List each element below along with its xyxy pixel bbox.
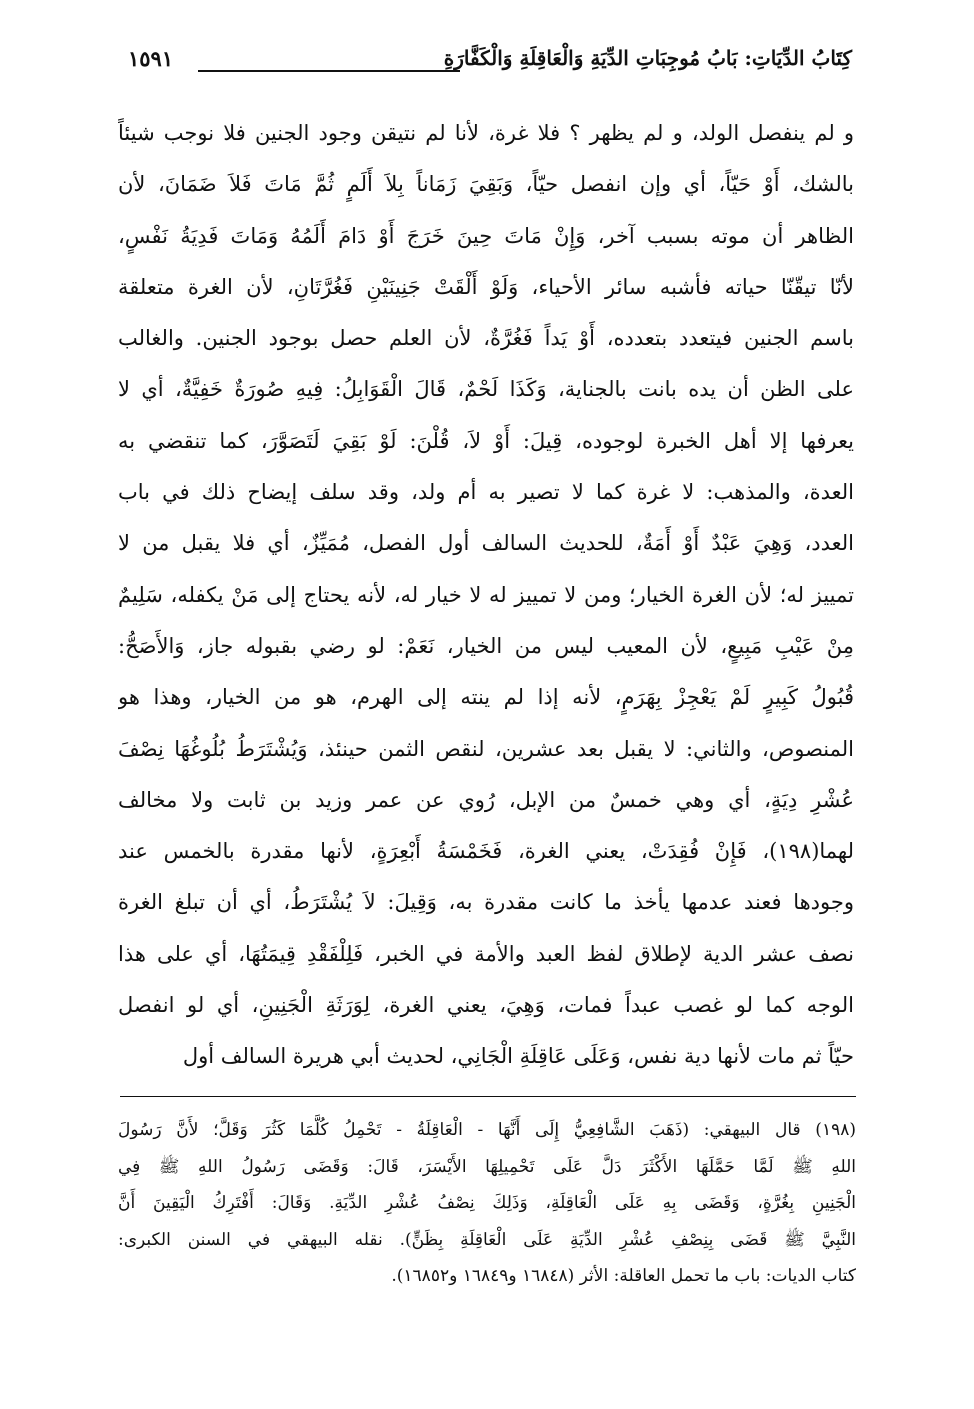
text-line: لهما(١٩٨)، فَإِنْ فُقِدَتْ، يعني الغرة، فَخَمْسَةُ أَبْعِرَةٍ، لأنها مقدرة بالخمس عند	[118, 839, 854, 864]
text-line: بالشك، أَوْ حَيّاً، أي وإن انفصل حيّاً، وَبَقِيَ زَمَاناً بِلاَ أَلَمٍ ثُمَّ مَاتَ فَلاَ ضَمَانَ، لأن	[118, 172, 854, 197]
footnote-line: اللهِ ﷺ لَمَّا حَمَّلَهَا الأَكْثَرَ دَلَّ عَلَى تَحْمِيلِهَا الأَيْسَرَ، قَالَ: وَقَضَى رَسُولُ اللهِ ﷺ فِي	[118, 1156, 856, 1177]
page-number: ١٥٩١	[128, 46, 174, 71]
text-line: يعرفها إلا أهل الخبرة لوجوده، قِيلَ: أَوْ لاَ، قُلْنَ: لَوْ بَقِيَ لَتَصَوَّرَ، كما تنقضي به	[118, 428, 854, 453]
chapter-title: كِتَابُ الدِّيَاتِ: بَابُ مُوجِبَاتِ الدِّيَةِ وَالْعَاقِلَةِ وَالْكَفَّارَةِ	[443, 46, 852, 70]
main-text	[118, 108, 854, 1083]
text-line: العدد، وَهِيَ عَبْدٌ أَوْ أَمَةٌ، للحديث السالف أول الفصل، مُمَيِّزٌ، أي فلا يقبل من لا	[118, 531, 854, 556]
text-line: قُبُولُ كَبِيرٍ لَمْ يَعْجِزْ بِهَرَمٍ، لأنه إذا لم ينته إلى الهرم، هو من الخيار، وهذا هو	[118, 685, 854, 710]
footnote-line: كتاب الديات: باب ما تحمل العاقلة: الأثر (١٦٨٤٨ و١٦٨٤٩ و١٦٨٥٢).	[391, 1266, 856, 1286]
text-line: تمييز له؛ لأن الغرة الخيار؛ ومن لا تمييز له لا خيار له، لأنه يحتاج إلى مَنْ يكفله، سَلِيمٌ	[118, 582, 854, 607]
text-line: باسم الجنين فيتعدد بتعدده، أَوْ يَداً فَغُرَّةٌ، لأن العلم حصل بوجود الجنين. والغالب	[118, 326, 854, 351]
footnote-line: النَّبِيَّ ﷺ قَضَى بِنِصْفِ عُشْرِ الدِّيَةِ عَلَى الْعَاقِلَةِ بِظَنٍّ). نقله البيهقي في السنن الكبرى:	[118, 1229, 856, 1250]
text-line: لأنّا تيقّنّا حياته فأشبه سائر الأحياء، وَلَوْ أَلْقَتْ جَنِينَيْنِ فَغُرَّتَانِ، لأن الغرة متعلقة	[118, 274, 854, 299]
text-line: الظاهر أن موته بسبب آخر، وَإِنْ مَاتَ حِينَ خَرَجَ أَوْ دَامَ أَلَمُهُ وَمَاتَ فَدِيَةُ نَفْسٍ،	[118, 223, 854, 248]
text-line: عُشْرِ دِيَةٍ، أي وهي خمسٌ من الإبل، رُوي عن عمر وزيد بن ثابت ولا مخالف	[118, 787, 854, 812]
text-line: العدة، والمذهب: لا غرة كما لا تصير به أم ولد، وقد سلف إيضاح ذلك في باب	[118, 480, 854, 505]
footnotes	[118, 1112, 856, 1295]
header-rule	[198, 70, 460, 72]
text-line: المنصوص، والثاني: لا يقبل بعد عشرين، لنقص الثمن حينئذ، وَيُشْتَرَطُ بُلُوغُهَا نِصْفَ	[118, 736, 854, 761]
footnote-line: (١٩٨) قال البيهقي: (ذَهَبَ الشَّافِعِيُّ إِلَى أَنَّهَا - الْعَاقِلَةُ - تَحْمِلُ كُلَّمَا كَثُرَ وَقَلَّ؛ لأَنَّ رَسُولَ	[118, 1120, 856, 1140]
text-line: وجودها فعند عدمها يأخذ ما كانت مقدرة به، وَقِيلَ: لاَ يُشْتَرَطُ، أي أن تبلغ الغرة	[118, 890, 854, 915]
text-line: حيّاً ثم مات لأنها دية نفس، وَعَلَى عَاقِلَةِ الْجَانِي، لحديث أبي هريرة السالف أول	[182, 1044, 854, 1069]
text-line: نصف عشر الدية لإطلاق لفظ العبد والأمة في الخبر، فَلِلْفَقْدِ قِيمَتُهَا، أي على هذا	[118, 941, 854, 966]
footnote-divider	[120, 1096, 856, 1097]
text-line: مِنْ عَيْبِ مَبِيعٍ، لأن المعيب ليس من الخيار، نَعَمْ: لو رضي بقبوله جاز، وَالأَصَحُّ:	[118, 633, 854, 658]
footnote-line: الْجَنِينِ بِغُرَّةٍ، وَقَضَى بِهِ عَلَى الْعَاقِلَةِ، وَذَلِكَ نِصْفُ عُشْرِ الدِّيَةِ. وَقَالَ: أَفْتَرِكُ الْيَقِينَ أَنَّ	[118, 1193, 856, 1213]
text-line: و لم ينفصل الولد، و لم يظهر ؟ فلا غرة، لأنا لم نتيقن وجود الجنين فلا نوجب شيئاً	[118, 121, 854, 145]
running-header	[128, 46, 852, 86]
text-line: على الظن أن يده بانت بالجناية، وَكَذَا لَحْمٌ، قَالَ الْقَوَابِلُ: فِيهِ صُورَةٌ خَفِيَّةٌ، أي لا	[118, 377, 854, 402]
text-line: الوجه كما لو غصب عبداً فمات، وَهِيَ، يعني الغرة، لِوَرَثَةِ الْجَنِينِ، أي لو انفصل	[118, 993, 854, 1018]
